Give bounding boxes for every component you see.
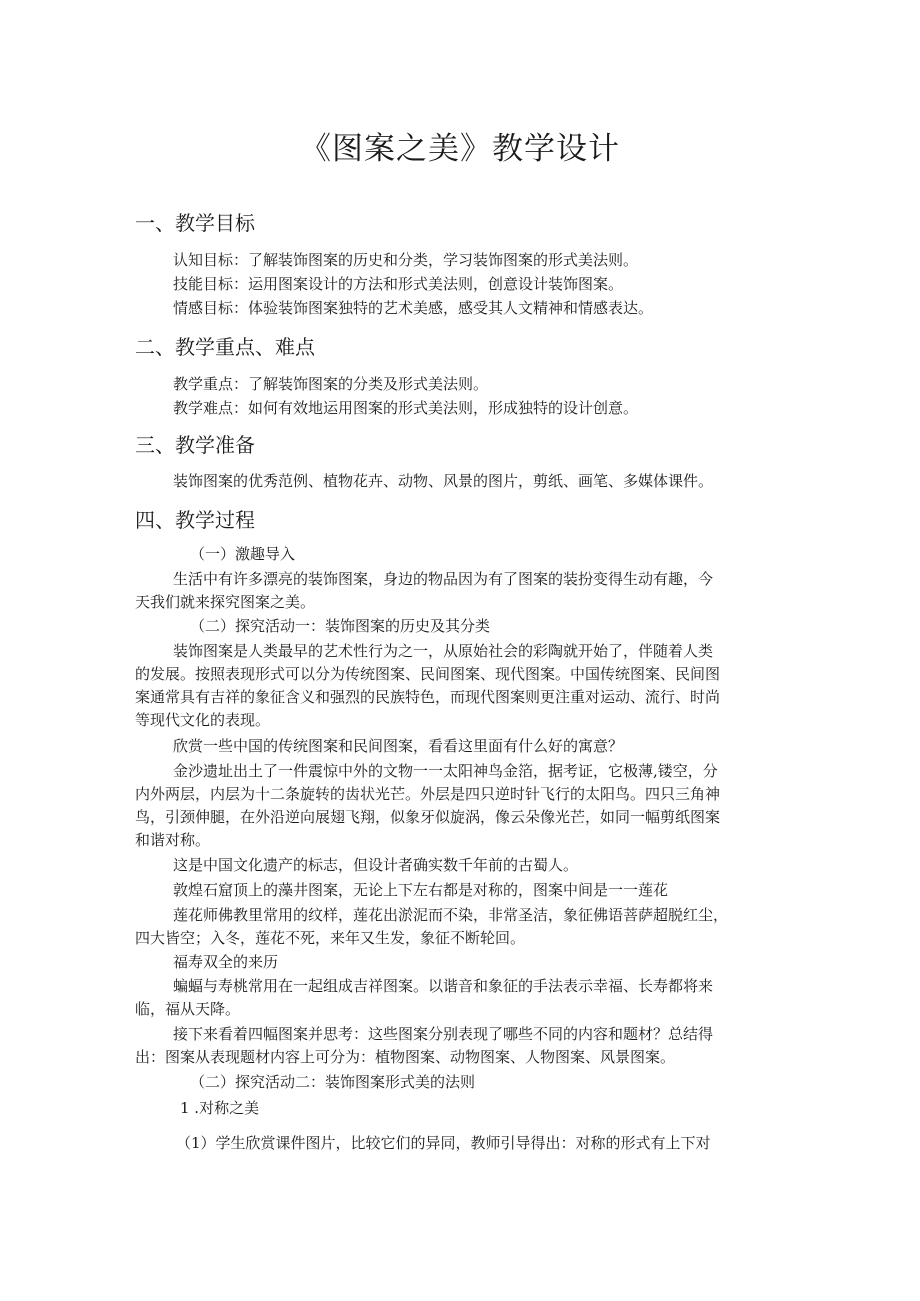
text-line: 接下来看着四幅图案并思考：这些图案分别表现了哪些不同的内容和题材？总结得: [173, 1025, 714, 1043]
paragraph-intro: [135, 568, 795, 614]
text-line: 莲花师佛教里常用的纹样，莲花出淤泥而不染，非常圣洁，象征佛语菩萨超脱红尘，: [173, 906, 729, 924]
page-title: 《图案之美》教学设计: [300, 131, 620, 167]
paragraph-symmetry: （1）学生欣赏课件图片，比较它们的异同，教师引导得出：对称的形式有上下对: [176, 1134, 711, 1152]
goal-emotion: 情感目标：体验装饰图案独特的艺术美感，感受其人文精神和情感表达。: [173, 299, 654, 317]
paragraph-history: [135, 640, 795, 732]
text-line: 和谐对称。: [135, 831, 211, 849]
section-heading-preparation: 三、教学准备: [135, 433, 255, 457]
section-heading-process: 四、教学过程: [135, 508, 255, 532]
text-line: 出：图案从表现题材内容上可分为：植物图案、动物图案、人物图案、风景图案。: [135, 1048, 676, 1066]
text-line: 装饰图案是人类最早的艺术性行为之一，从原始社会的彩陶就开始了，伴随着人类: [173, 642, 714, 660]
text-line: 蝙蝠与寿桃常用在一起组成吉祥图案。以谐音和象征的手法表示幸福、长寿都将来: [173, 977, 714, 995]
list-item-symmetry: 1 .对称之美: [180, 1099, 260, 1117]
key-point: 教学重点：了解装饰图案的分类及形式美法则。: [173, 375, 489, 393]
section-heading-keypoints: 二、教学重点、难点: [135, 335, 315, 359]
paragraph-heritage: [135, 854, 795, 877]
subheading-activity-1: （二）探究活动一：装饰图案的历史及其分类: [190, 617, 491, 635]
paragraph-appreciate: [135, 735, 795, 758]
text-line: 这是中国文化遗产的标志，但设计者确实数千年前的古蜀人。: [173, 856, 579, 874]
section-heading-goals: 一、教学目标: [135, 211, 255, 235]
paragraph-lotus: [135, 904, 795, 950]
text-line: 内外两层，内层为十二条旋转的齿状光芒。外层是四只逆时针飞行的太阳鸟。四只三角神: [135, 785, 721, 803]
paragraph-fushou: [135, 951, 795, 974]
goal-cognitive: 认知目标：了解装饰图案的历史和分类，学习装饰图案的形式美法则。: [173, 251, 639, 269]
paragraph-bat-peach: [135, 975, 795, 1021]
goal-skill: 技能目标：运用图案设计的方法和形式美法则，创意设计装饰图案。: [173, 275, 624, 293]
text-line: 的发展。按照表现形式可以分为传统图案、民间图案、现代图案。中国传统图案、民间图: [135, 665, 721, 683]
text-line: 鸟，引颈伸腿，在外沿逆向展翅飞翔，似象牙似旋涡，像云朵像光芒，如同一幅剪纸图案: [135, 808, 721, 826]
text-line: 福寿双全的来历: [173, 953, 279, 971]
text-line: 金沙遗址出土了一件震惊中外的文物一一太阳神鸟金箔，据考证，它极薄,镂空，分: [173, 762, 718, 780]
subheading-intro: （一）激趣导入: [190, 545, 296, 563]
text-line: 生活中有许多漂亮的装饰图案，身边的物品因为有了图案的装扮变得生动有趣，今: [173, 570, 714, 588]
text-line: 欣赏一些中国的传统图案和民间图案，看看这里面有什么好的寓意？: [173, 737, 624, 755]
preparation-text: 装饰图案的优秀范例、植物花卉、动物、风景的图片，剪纸、画笔、多媒体课件。: [173, 472, 714, 490]
paragraph-four-patterns: [135, 1023, 795, 1069]
text-line: 敦煌石窟顶上的藻井图案，无论上下左右都是对称的，图案中间是一一莲花: [173, 881, 669, 899]
subheading-activity-2: （二）探究活动二：装饰图案形式美的法则: [190, 1073, 476, 1091]
text-line: 临，福从天降。: [135, 1000, 241, 1018]
paragraph-jinsha: [135, 760, 795, 852]
text-line: 四大皆空；入冬，莲花不死，来年又生发，象征不断轮回。: [135, 929, 526, 947]
text-line: 等现代文化的表现。: [135, 711, 271, 729]
paragraph-dunhuang: [135, 879, 795, 902]
text-line: 天我们就来探究图案之美。: [135, 593, 316, 611]
difficult-point: 教学难点：如何有效地运用图案的形式美法则，形成独特的设计创意。: [173, 399, 639, 417]
text-line: 案通常具有吉祥的象征含义和强烈的民族特色，而现代图案则更注重对运动、流行、时尚: [135, 688, 721, 706]
